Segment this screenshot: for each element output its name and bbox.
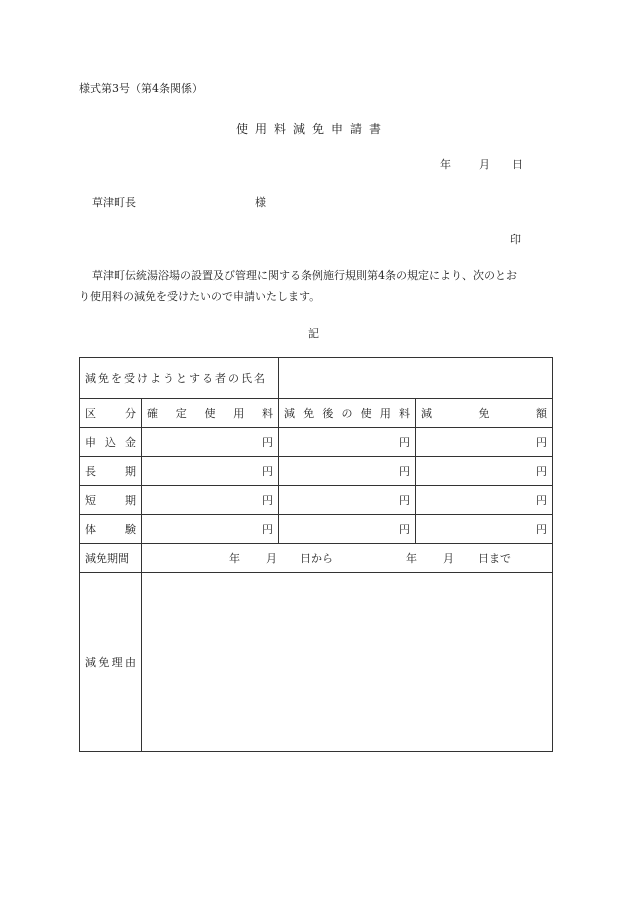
row-label: 申込金 <box>80 428 142 457</box>
after-fee-field[interactable]: 円 <box>279 428 416 457</box>
row-label: 長期 <box>80 457 142 486</box>
period-label: 減免期間 <box>80 544 142 573</box>
date-day-label: 日 <box>512 158 523 171</box>
ki-heading: 記 <box>308 327 319 340</box>
period-end-year: 年 <box>406 552 417 565</box>
body-text-line-1: 草津町伝統湯浴場の設置及び管理に関する条例施行規則第4条の規定により、次のとお <box>92 269 517 282</box>
addressee-name: 草津町長 <box>92 196 136 209</box>
amount-field[interactable]: 円 <box>416 486 553 515</box>
form-number: 様式第3号（第4条関係） <box>79 82 203 95</box>
after-fee-field[interactable]: 円 <box>279 486 416 515</box>
header-category: 区分 <box>80 399 142 428</box>
applicant-label: 減免を受けようとする者の氏名 <box>80 358 279 399</box>
body-text-line-2: り使用料の減免を受けたいので申請いたします。 <box>79 290 321 303</box>
period-field[interactable] <box>142 544 553 573</box>
reason-field[interactable] <box>142 573 553 752</box>
period-start-year: 年 <box>229 552 240 565</box>
seal-mark: 印 <box>510 233 521 246</box>
table-row <box>80 515 553 544</box>
amount-field[interactable]: 円 <box>416 428 553 457</box>
applicant-name-field[interactable] <box>279 358 553 399</box>
table-row <box>80 428 553 457</box>
header-row <box>80 399 553 428</box>
period-row <box>80 544 553 573</box>
period-end-suffix: 日まで <box>478 552 511 565</box>
amount-field[interactable]: 円 <box>416 515 553 544</box>
confirmed-fee-field[interactable]: 円 <box>142 486 279 515</box>
amount-field[interactable]: 円 <box>416 457 553 486</box>
reason-row <box>80 573 553 752</box>
document-title: 使用料減免申請書 <box>236 122 389 136</box>
addressee-honorific: 様 <box>255 196 266 209</box>
header-amount: 減免額 <box>416 399 553 428</box>
header-after-fee: 減免後の使用料 <box>279 399 416 428</box>
after-fee-field[interactable]: 円 <box>279 457 416 486</box>
after-fee-field[interactable]: 円 <box>279 515 416 544</box>
row-label: 短期 <box>80 486 142 515</box>
table-row <box>80 457 553 486</box>
confirmed-fee-field[interactable]: 円 <box>142 515 279 544</box>
period-end-month: 月 <box>443 552 454 565</box>
table-row <box>80 486 553 515</box>
date-year-label: 年 <box>440 158 451 171</box>
row-label: 体験 <box>80 515 142 544</box>
period-start-suffix: 日から <box>300 552 333 565</box>
header-confirmed-fee: 確定使用料 <box>142 399 279 428</box>
reason-label: 減免理由 <box>80 573 142 752</box>
period-start-month: 月 <box>266 552 277 565</box>
confirmed-fee-field[interactable]: 円 <box>142 457 279 486</box>
confirmed-fee-field[interactable]: 円 <box>142 428 279 457</box>
application-table <box>79 357 553 752</box>
date-month-label: 月 <box>479 158 490 171</box>
applicant-row <box>80 358 553 399</box>
